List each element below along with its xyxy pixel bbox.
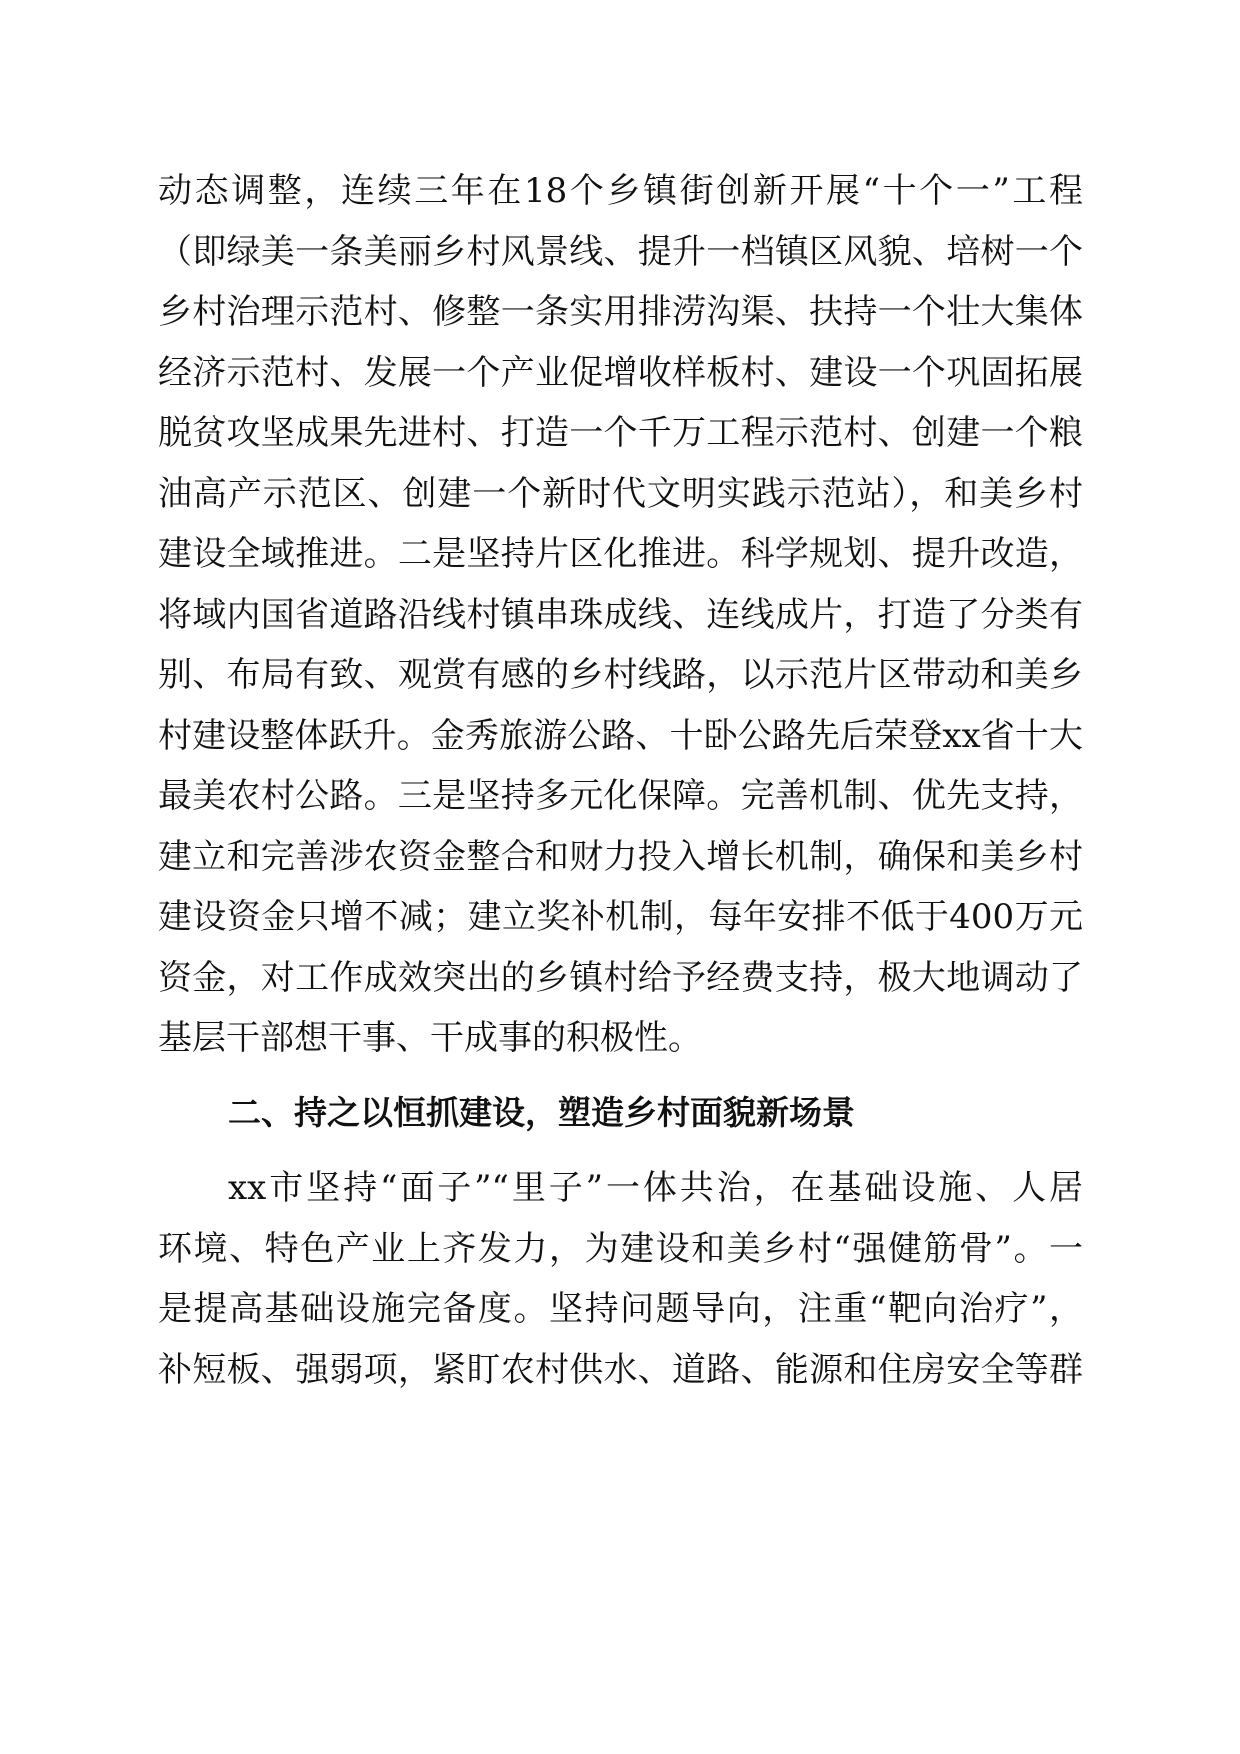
- paragraph-line: 乡村治理示范村、修整一条实用排涝沟渠、扶持一个壮大集体: [158, 292, 1083, 332]
- paragraph-line: 建设全域推进。二是坚持片区化推进。科学规划、提升改造，: [158, 534, 1083, 574]
- paragraph-line: xx市坚持“面子”“里子”一体共治，在基础设施、人居: [228, 1168, 1083, 1208]
- paragraph-line: 基层干部想干事、干成事的积极性。: [158, 1018, 702, 1058]
- paragraph-line: 补短板、强弱项，紧盯农村供水、道路、能源和住房安全等群: [158, 1350, 1083, 1390]
- paragraph-line: 建立和完善涉农资金整合和财力投入增长机制，确保和美乡村: [158, 837, 1083, 877]
- paragraph-line: 别、布局有致、观赏有感的乡村线路，以示范片区带动和美乡: [158, 655, 1083, 695]
- paragraph-line: 动态调整，连续三年在18个乡镇街创新开展“十个一”工程: [158, 171, 1083, 211]
- paragraph-line: 环境、特色产业上齐发力，为建设和美乡村“强健筋骨”。一: [158, 1229, 1083, 1269]
- paragraph-line: 经济示范村、发展一个产业促增收样板村、建设一个巩固拓展: [158, 353, 1083, 393]
- paragraph-line: 资金，对工作成效突出的乡镇村给予经费支持，极大地调动了: [158, 958, 1083, 998]
- paragraph-line: （即绿美一条美丽乡村风景线、提升一档镇区风貌、培树一个: [158, 232, 1083, 272]
- paragraph-line: 是提高基础设施完备度。坚持问题导向，注重“靶向治疗”，: [158, 1289, 1083, 1329]
- paragraph-line: 最美农村公路。三是坚持多元化保障。完善机制、优先支持，: [158, 776, 1083, 816]
- paragraph-line: 村建设整体跃升。金秀旅游公路、十卧公路先后荣登xx省十大: [158, 716, 1083, 756]
- paragraph-line: 油高产示范区、创建一个新时代文明实践示范站），和美乡村: [158, 474, 1083, 514]
- paragraph-line: 脱贫攻坚成果先进村、打造一个千万工程示范村、创建一个粮: [158, 413, 1083, 453]
- section-heading: 二、持之以恒抓建设，塑造乡村面貌新场景: [228, 1093, 855, 1132]
- paragraph-line: 将域内国省道路沿线村镇串珠成线、连线成片，打造了分类有: [158, 595, 1083, 635]
- paragraph-line: 建设资金只增不减；建立奖补机制，每年安排不低于400万元: [158, 897, 1083, 937]
